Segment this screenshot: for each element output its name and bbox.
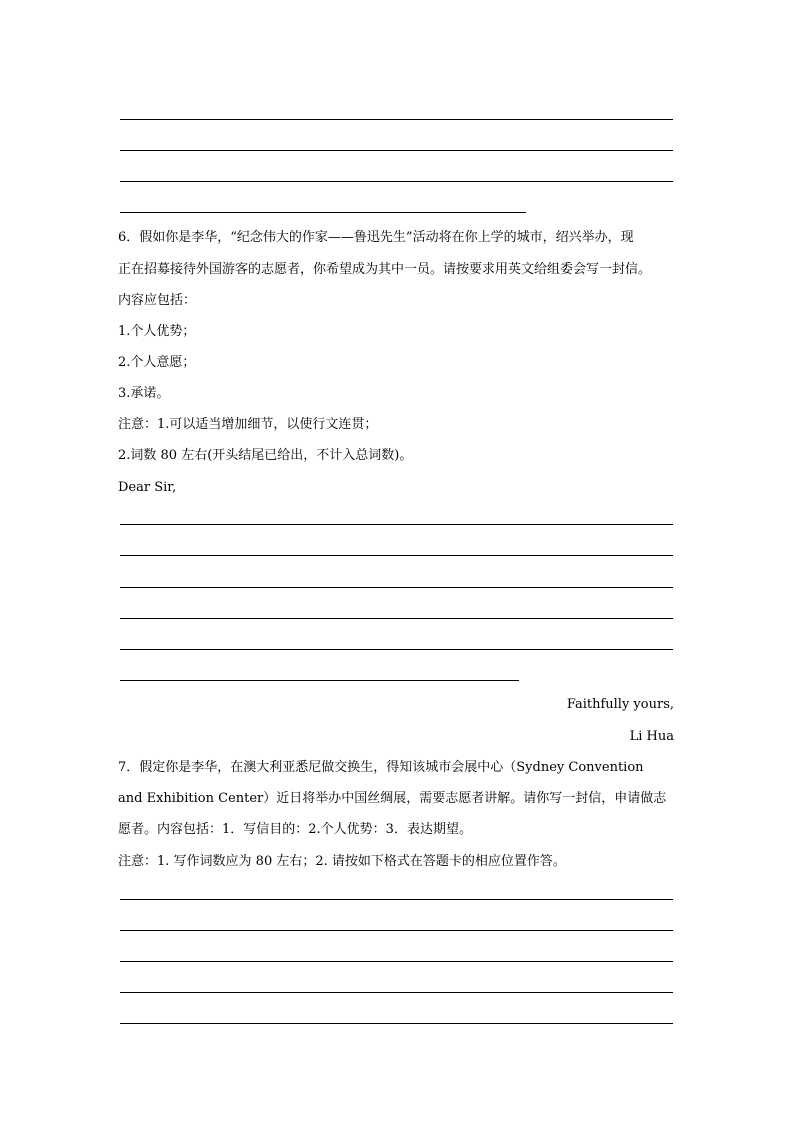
q6-item-3: 3.承诺。 <box>118 386 170 401</box>
q6-prompt-line-1: 6．假如你是李华，“纪念伟大的作家——鲁迅先生”活动将在你上学的城市，绍兴举办，现 <box>118 230 634 245</box>
answer-line <box>120 930 673 931</box>
q6-item-1: 1.个人优势； <box>118 324 196 339</box>
answer-line <box>120 150 673 151</box>
answer-line <box>120 1023 673 1024</box>
q7-note: 注意：1. 写作词数应为 80 左右；2. 请按如下格式在答题卡的相应位置作答。 <box>118 854 566 869</box>
answer-line <box>120 899 673 900</box>
answer-line <box>120 587 673 588</box>
q6-note-2: 2.词数 80 左右(开头结尾已给出，不计入总词数)。 <box>118 448 413 463</box>
answer-line-short <box>120 680 519 681</box>
answer-line <box>120 181 673 182</box>
answer-line <box>120 992 673 993</box>
q6-prompt-line-3: 内容应包括： <box>118 293 197 308</box>
answer-line <box>120 555 673 556</box>
q7-prompt-line-3: 愿者。内容包括：1．写信目的：2.个人优势：3．表达期望。 <box>118 822 472 837</box>
answer-line <box>120 618 673 619</box>
q6-closing: Faithfully yours, <box>566 697 674 712</box>
q6-prompt-line-2: 正在招募接待外国游客的志愿者，你希望成为其中一员。请按要求用英文给组委会写一封信。 <box>118 262 652 277</box>
answer-line <box>120 961 673 962</box>
q6-signature: Li Hua <box>629 729 674 744</box>
q6-note-1: 注意：1.可以适当增加细节，以使行文连贯； <box>118 417 378 432</box>
q6-salutation: Dear Sir, <box>118 480 177 495</box>
q6-item-2: 2.个人意愿； <box>118 355 196 370</box>
answer-line <box>120 119 673 120</box>
q7-prompt-line-1: 7．假定你是李华，在澳大利亚悉尼做交换生，得知该城市会展中心（Sydney Convention <box>118 760 644 775</box>
q7-prompt-line-2: and Exhibition Center）近日将举办中国丝绸展，需要志愿者讲解。请你写一封信，申请做志 <box>118 791 667 806</box>
answer-line <box>120 649 673 650</box>
answer-line <box>120 524 673 525</box>
answer-line-short <box>120 212 526 213</box>
